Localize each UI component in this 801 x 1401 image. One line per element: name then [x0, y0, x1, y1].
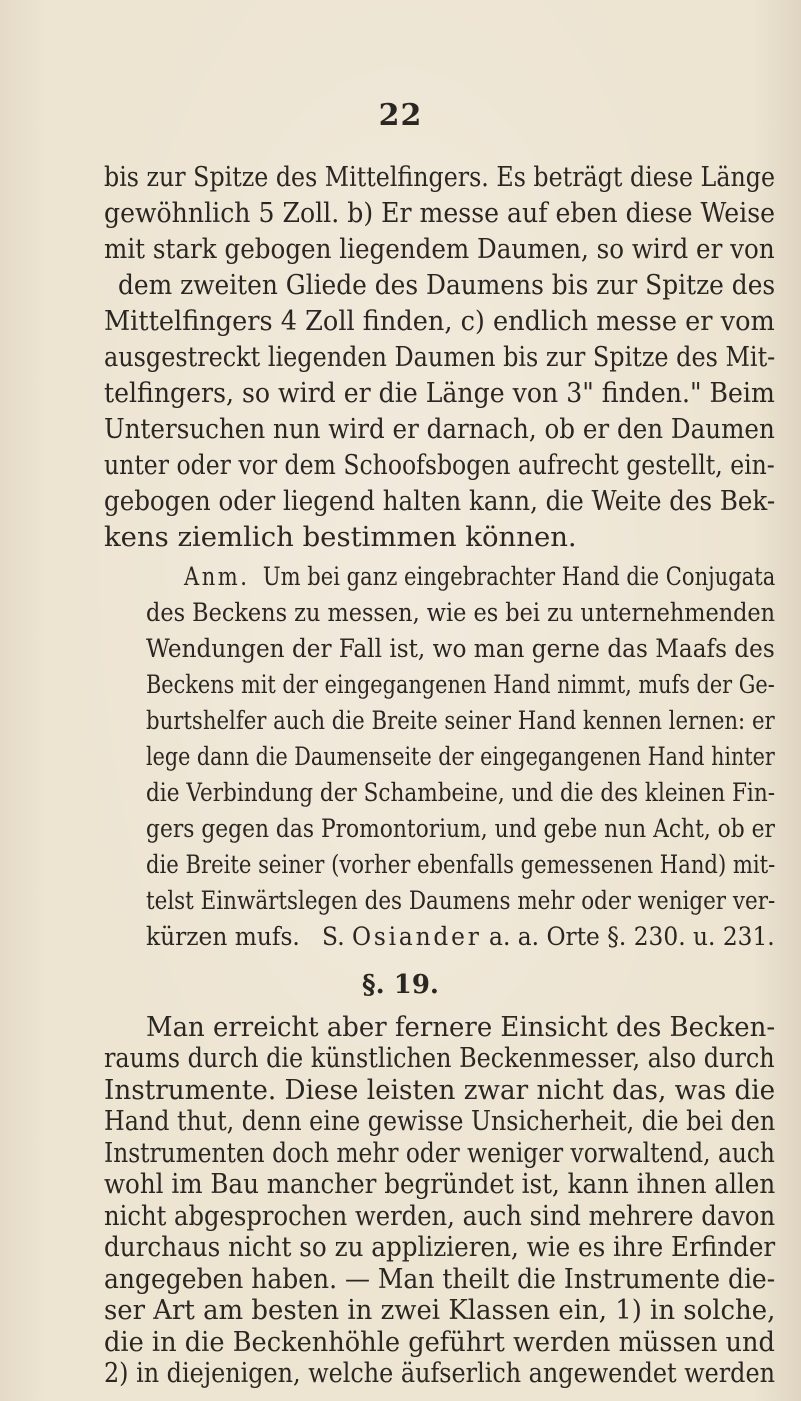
paragraph-2-line: ser Art am besten in zwei Klassen ein, 1) in solche,	[104, 1294, 776, 1326]
note-line: lege dann die Daumenseite der eingegangenen Hand hinter	[146, 742, 775, 771]
note-ref-author: Osiander	[352, 922, 482, 951]
paragraph-1-line: bis zur Spitze des Mittelfingers. Es beträgt diese Länge	[104, 161, 775, 193]
note-ref-rest: a. a. Orte §. 230. u. 231.	[489, 922, 775, 951]
paragraph-2-line: Instrumente. Diese leisten zwar nicht das, was die	[104, 1074, 776, 1106]
note-line: Um bei ganz eingebrachter Hand die Conjugata	[262, 562, 776, 591]
paragraph-1-line: telfingers, so wird er die Länge von 3" finden." Beim	[104, 377, 775, 409]
paragraph-1-line: Mittelfingers 4 Zoll finden, c) endlich messe er vom	[104, 305, 775, 337]
note-line: des Beckens zu messen, wie es bei zu unternehmenden	[146, 598, 776, 627]
note-first-line	[184, 560, 775, 594]
paragraph-1-line: gewöhnlich 5 Zoll. b) Er messe auf eben diese Weise	[104, 197, 776, 229]
paragraph-1-line: Untersuchen nun wird er darnach, ob er den Daumen	[104, 413, 775, 445]
paragraph-2-line: die in die Beckenhöhle geführt werden müssen und	[104, 1326, 775, 1358]
note-line: Beckens mit der eingegangenen Hand nimmt, mufs der Ge-	[146, 670, 775, 699]
paragraph-2-line: Hand thut, denn eine gewisse Unsicherheit, die bei den	[104, 1105, 776, 1137]
note-last-line	[146, 920, 775, 954]
paragraph-1-line: unter oder vor dem Schoofsbogen aufrecht gestellt, ein-	[104, 449, 775, 481]
note-line: die Breite seiner (vorher ebenfalls gemessenen Hand) mit-	[146, 850, 776, 879]
paragraph-2-line: 2) in diejenigen, welche äufserlich angewendet werden	[104, 1357, 775, 1389]
note-ref-prefix: S.	[322, 922, 345, 951]
paragraph-2-line: Instrumenten doch mehr oder weniger vorwaltend, auch	[104, 1137, 775, 1169]
paragraph-2-line: nicht abgesprochen werden, auch sind mehrere davon	[104, 1200, 776, 1232]
note-label: Anm.	[184, 562, 250, 591]
note-line: gers gegen das Promontorium, und gebe nun Acht, ob er	[146, 814, 775, 843]
note-line: telst Einwärtslegen des Daumens mehr oder weniger ver-	[146, 886, 776, 915]
paragraph-2-line: durchaus nicht so zu applizieren, wie es ihre Erfinder	[104, 1231, 776, 1263]
paragraph-1-line: ausgestreckt liegenden Daumen bis zur Spitze des Mit-	[104, 341, 776, 373]
paragraph-2-line: wohl im Bau mancher begründet ist, kann ihnen allen	[104, 1168, 776, 1200]
paragraph-2-line: Man erreicht aber fernere Einsicht des Becken-	[146, 1011, 776, 1043]
paragraph-1-line: gebogen oder liegend halten kann, die Weite des Bek-	[104, 485, 776, 517]
note-line: kürzen mufs.	[146, 922, 300, 951]
paragraph-1-line: mit stark gebogen liegendem Daumen, so wird er von	[104, 233, 775, 265]
paragraph-2-line: angegeben haben. — Man theilt die Instrumente die-	[104, 1263, 776, 1295]
section-heading: §. 19.	[362, 970, 439, 1000]
note-line: Wendungen der Fall ist, wo man gerne das Maafs des	[146, 634, 775, 663]
paragraph-1-line: dem zweiten Gliede des Daumens bis zur Spitze des	[118, 269, 776, 301]
page-number: 22	[378, 98, 423, 133]
paragraph-1-line: kens ziemlich bestimmen können.	[104, 521, 577, 553]
paragraph-2-line: raums durch die künstlichen Beckenmesser, also durch	[104, 1042, 775, 1074]
note-line: burtshelfer auch die Breite seiner Hand kennen lernen: er	[146, 706, 775, 735]
note-line: die Verbindung der Schambeine, und die des kleinen Fin-	[146, 778, 776, 807]
